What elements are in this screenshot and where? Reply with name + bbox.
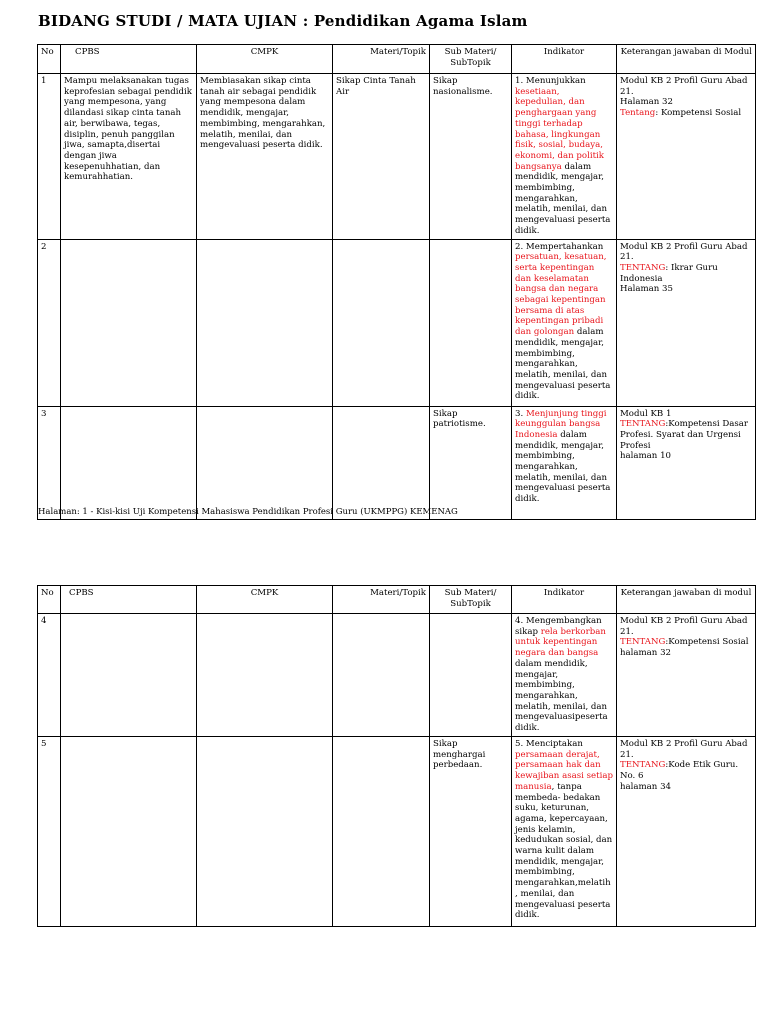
header-sub-materi: Sub Materi/ SubTopik [430, 586, 512, 614]
header-sub-materi: Sub Materi/ SubTopik [430, 45, 512, 74]
keterangan-tentang [620, 760, 752, 781]
kisi-kisi-table-2 [37, 585, 756, 927]
indikator-text: 1. Menunjukkan [515, 76, 586, 86]
cell-materi: Sikap Cinta Tanah Air [333, 74, 430, 240]
keterangan-halaman: halaman 10 [620, 451, 672, 462]
keterangan-modul: Modul KB 1 [620, 408, 672, 419]
table-row [38, 737, 756, 927]
header-no: No [38, 586, 61, 614]
cell-sub-materi [430, 239, 512, 406]
keterangan-modul: Modul KB 2 Profil Guru Abad 21. [620, 616, 748, 637]
indikator-highlight: rela berkorban untuk kepentingan negara dan bangsa [515, 626, 606, 659]
header-cpbs: CPBS [61, 586, 197, 614]
indikator-text: dalam mendidik, mengajar, membimbing, mengarahkan, melatih, menilai, dan mengevaluasi peserta didik. [515, 327, 611, 402]
keterangan-tentang [620, 108, 752, 119]
indikator-text: , tanpa membeda- bedakan suku, keturunan, agama, kepercayaan, jenis kelamin, kedudukan sosial, dan warna kulit dalam mendidik, mengajar, membimbing, mengarahkan,melatih, menilai, dan mengevaluasi peserta didik. [515, 781, 613, 921]
cell-indikator [512, 614, 617, 737]
cell-indikator [512, 737, 617, 927]
header-no: No [38, 45, 61, 74]
cell-materi [333, 406, 430, 519]
keterangan-modul: Modul KB 2 Profil Guru Abad 21. [620, 739, 748, 760]
table-row [38, 406, 756, 519]
cell-keterangan [617, 737, 756, 927]
cell-no: 2 [38, 239, 61, 406]
kisi-kisi-table-1 [37, 44, 756, 520]
page-title: BIDANG STUDI / MATA UJIAN : Pendidikan Agama Islam [38, 12, 528, 30]
cell-cpbs [61, 406, 197, 519]
tentang-label: TENTANG [620, 637, 666, 648]
table-row [38, 239, 756, 406]
indikator-highlight: persamaan derajat, persamaan hak dan kewajiban asasi setiap manusia [515, 749, 613, 792]
indikator-text: 4. Mengembangkan sikap [515, 616, 602, 637]
keterangan-modul: Modul KB 2 Profil Guru Abad 21. [620, 76, 748, 97]
indikator-text: dalam mendidik, mengajar, membimbing, mengarahkan, melatih, menilai, dan mengevaluasi peserta didik. [515, 161, 611, 236]
cell-indikator [512, 406, 617, 519]
cell-cmpk [197, 406, 333, 519]
cell-keterangan [617, 239, 756, 406]
tentang-value: :Kompetensi Dasar Profesi. Syarat dan Urgensi Profesi [620, 419, 749, 451]
cell-materi [333, 614, 430, 737]
indikator-highlight: kesetiaan, kepedulian, dan penghargaan yang tinggi terhadap bahasa, lingkungan fisik, sosial, budaya, ekonomi, dan politik bangsanya [515, 86, 605, 172]
tentang-value: : Kompetensi Sosial [655, 108, 742, 119]
header-cmpk: CMPK [197, 45, 333, 74]
cell-no: 1 [38, 74, 61, 240]
cell-keterangan [617, 74, 756, 240]
indikator-text: 2. Mempertahankan [515, 241, 604, 252]
cell-no: 4 [38, 614, 61, 737]
header-keterangan: Keterangan jawaban di Modul [617, 45, 756, 74]
indikator-highlight: persatuan, kesatuan, serta kepentingan dan keselamatan bangsa dan negara sebagai kepentingan bersama di atas kepentingan pribadi dan golongan [515, 252, 607, 338]
tentang-value: : Ikrar Guru Indonesia [620, 262, 718, 284]
cell-keterangan [617, 406, 756, 519]
indikator-text: dalam mendidik, mengajar, membimbing, mengarahkan, melatih, menilai, dan mengevaluasi peserta didik. [515, 429, 611, 505]
cell-indikator [512, 239, 617, 406]
tentang-label: Tentang [620, 108, 656, 119]
cell-sub-materi: Sikap menghargai perbedaan. [430, 737, 512, 927]
cell-materi [333, 737, 430, 927]
cell-cmpk [197, 614, 333, 737]
header-keterangan: Keterangan jawaban di modul [617, 586, 756, 614]
keterangan-modul: Modul KB 2 Profil Guru Abad 21. [620, 241, 748, 263]
tentang-label: TENTANG [620, 419, 666, 430]
keterangan-tentang [620, 419, 752, 451]
cell-cpbs [61, 239, 197, 406]
tentang-label: TENTANG [620, 262, 666, 273]
cell-cmpk: Membiasakan sikap cinta tanah air sebagai pendidik yang mempesona dalam mendidik, mengajar, membimbing, mengarahkan, melatih, menilai, dan mengevaluasi peserta didik. [197, 74, 333, 240]
cell-indikator [512, 74, 617, 240]
tentang-label: TENTANG [620, 760, 666, 771]
cell-no: 3 [38, 406, 61, 519]
cell-cmpk [197, 239, 333, 406]
keterangan-tentang [620, 263, 752, 284]
table-row [38, 74, 756, 240]
cell-cpbs [61, 614, 197, 737]
tentang-value: :Kompetensi Sosial [665, 637, 749, 648]
header-row [38, 45, 756, 74]
page-footer: Halaman: 1 - Kisi-kisi Uji Kompetensi Mahasiswa Pendidikan Profesi Guru (UKMPPG) KEMENAG [38, 507, 458, 517]
keterangan-tentang [620, 637, 752, 648]
header-cpbs: CPBS [61, 45, 197, 74]
keterangan-halaman: halaman 32 [620, 648, 672, 659]
cell-sub-materi [430, 614, 512, 737]
cell-cpbs: Mampu melaksanakan tugas keprofesian sebagai pendidik yang mempesona, yang dilandasi sikap cinta tanah air, berwibawa, tegas, disiplin, penuh panggilan jiwa, samapta,disertai dengan jiwa kesepenuhhatian, dan kemurahhatian. [61, 74, 197, 240]
table-row [38, 614, 756, 737]
header-cmpk: CMPK [197, 586, 333, 614]
cell-materi [333, 239, 430, 406]
tentang-value: :Kode Etik Guru. No. 6 [620, 760, 739, 782]
header-indikator: Indikator [512, 45, 617, 74]
keterangan-halaman: Halaman 35 [620, 284, 673, 295]
cell-sub-materi: Sikap nasionalisme. [430, 74, 512, 240]
cell-keterangan [617, 614, 756, 737]
header-row [38, 586, 756, 614]
cell-cmpk [197, 737, 333, 927]
header-materi: Materi/Topik [333, 45, 430, 74]
cell-cpbs [61, 737, 197, 927]
indikator-highlight: Menjunjung tinggi keunggulan bangsa Indonesia [515, 408, 607, 440]
indikator-text: 5. Menciptakan [515, 739, 583, 749]
indikator-text: 3. [515, 408, 526, 419]
indikator-text: dalam mendidik, mengajar, membimbing, mengarahkan, melatih, menilai, dan mengevaluasipeserta didik. [515, 658, 608, 734]
keterangan-halaman: halaman 34 [620, 781, 672, 792]
keterangan-halaman: Halaman 32 [620, 97, 673, 108]
header-indikator: Indikator [512, 586, 617, 614]
cell-no: 5 [38, 737, 61, 927]
header-materi: Materi/Topik [333, 586, 430, 614]
cell-sub-materi: Sikap patriotisme. [430, 406, 512, 519]
